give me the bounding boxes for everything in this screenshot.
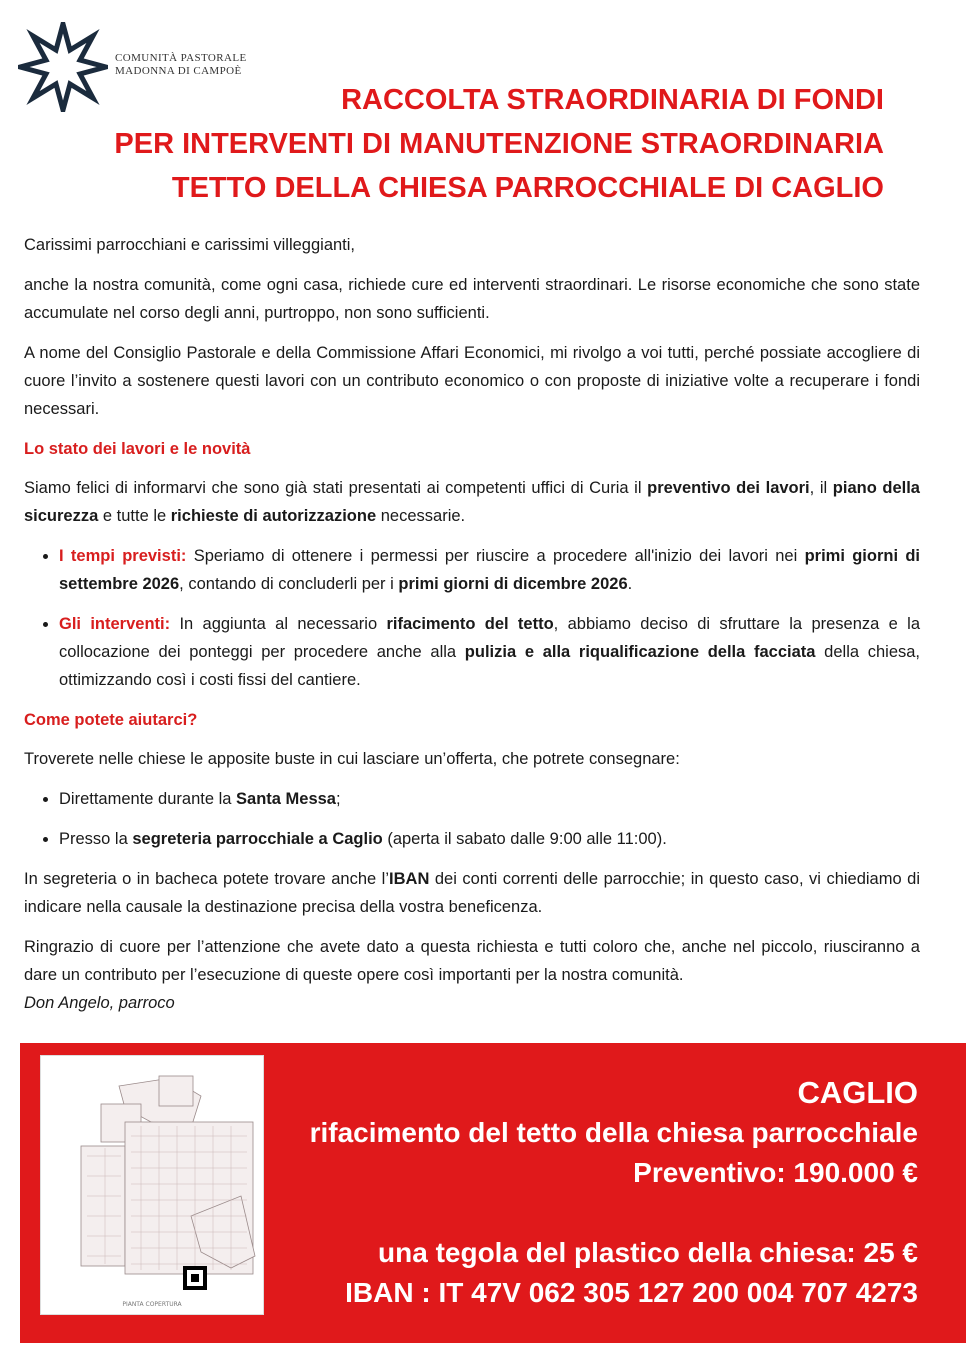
- text: Presso la: [59, 830, 133, 848]
- banner-place: CAGLIO: [797, 1075, 918, 1110]
- bold-text: segreteria parrocchiale a Caglio: [132, 830, 383, 848]
- bold-text: richieste di autorizzazione: [170, 507, 377, 525]
- bold-text: piano della sicurezza: [24, 479, 920, 525]
- list-item-office: [59, 825, 920, 853]
- bold-text: IBAN: [389, 870, 430, 888]
- paragraph-iban: [24, 865, 920, 921]
- banner-text: [310, 1073, 918, 1313]
- paragraph-status: [24, 474, 920, 530]
- banner-quote: Preventivo: 190.000 €: [633, 1157, 918, 1188]
- bold-text: primi giorni di settembre 2026: [59, 547, 921, 593]
- banner-iban: IBAN : IT 47V 062 305 127 200 004 707 4273: [345, 1277, 918, 1308]
- title-line-1: RACCOLTA STRAORDINARIA DI FONDI: [341, 84, 884, 116]
- logo-line-1: COMUNITÀ PASTORALE: [115, 52, 247, 64]
- text: In aggiunta al necessario: [170, 615, 387, 633]
- list-item-interventions: [59, 610, 920, 694]
- bold-text: pulizia e alla riqualificazione della facciata: [464, 643, 816, 661]
- bold-text: preventivo dei lavori: [647, 479, 810, 497]
- text: dei conti correnti delle parrocchie; in questo caso, vi chiediamo di indicare nella causale la destinazione precisa della vostra beneficenza.: [24, 870, 920, 916]
- paragraph-envelopes: Troverete nelle chiese le apposite buste in cui lasciare un’offerta, che potrete consegnare:: [24, 750, 680, 768]
- heading-work-status: Lo stato dei lavori e le novità: [24, 440, 251, 458]
- banner-spacer: [310, 1193, 918, 1233]
- timeline-list: [24, 542, 920, 694]
- text: .: [627, 575, 633, 593]
- paragraph-thanks: [24, 933, 920, 1017]
- delivery-list: [24, 785, 920, 853]
- list-item-timeline: [59, 542, 920, 598]
- text: In segreteria o in bacheca potete trovare anche l’: [24, 870, 390, 888]
- bold-text: Santa Messa: [236, 790, 336, 808]
- list-item-mass: [59, 785, 920, 813]
- heading-how-to-help: Come potete aiutarci?: [24, 711, 198, 729]
- roof-plan-image: [40, 1055, 264, 1315]
- roof-plan-drawing: [41, 1056, 263, 1314]
- banner-tile-offer: una tegola del plastico della chiesa: 25 €: [378, 1237, 918, 1268]
- bold-text: primi giorni di dicembre 2026: [398, 575, 628, 593]
- bullet-label: Gli interventi:: [59, 615, 171, 633]
- text: , abbiamo deciso di sfruttare la presenza e la collocazione dei ponteggi per procedere anche alla: [59, 615, 920, 661]
- text: della chiesa, ottimizzando così i costi fissi del cantiere.: [59, 643, 921, 689]
- paragraph-resources: anche la nostra comunità, come ogni casa, richiede cure ed interventi straordinari. Le risorse economiche che sono state accumulate nel corso degli anni, purtroppo, non sono sufficienti.: [24, 276, 920, 322]
- signature: Don Angelo, parroco: [24, 994, 175, 1012]
- text: Speriamo di ottenere i permessi per riuscire a procedere all'inizio dei lavori nei: [186, 547, 805, 565]
- text: ;: [335, 790, 341, 808]
- letter-body: [24, 231, 920, 1029]
- text: (aperta il sabato dalle 9:00 alle 11:00).: [382, 830, 667, 848]
- text: Direttamente durante la: [59, 790, 237, 808]
- text: , il: [809, 479, 833, 497]
- greeting: Carissimi parrocchiani e carissimi villeggianti,: [24, 236, 356, 254]
- title-line-2: PER INTERVENTI DI MANUTENZIONE STRAORDINARIA: [114, 128, 884, 160]
- paragraph-appeal: A nome del Consiglio Pastorale e della Commissione Affari Economici, mi rivolgo a voi tutti, perché possiate accogliere di cuore l’invito a sostenere questi lavori con un contributo economico o con proposte di iniziative volte a recuperare i fondi necessari.: [24, 344, 920, 418]
- plan-caption: PIANTA COPERTURA: [122, 1301, 182, 1308]
- text: necessarie.: [376, 507, 466, 525]
- text: e tutte le: [98, 507, 171, 525]
- title-line-3: TETTO DELLA CHIESA PARROCCHIALE DI CAGLIO: [171, 172, 884, 204]
- text: Siamo felici di informarvi che sono già stati presentati ai competenti uffici di Curia il: [24, 479, 648, 497]
- eight-point-star-icon: [18, 22, 108, 112]
- text: , contando di concluderli per i: [179, 575, 399, 593]
- banner-subtitle: rifacimento del tetto della chiesa parrocchiale: [309, 1117, 918, 1148]
- logo-text: [115, 52, 247, 78]
- text: Ringrazio di cuore per l’attenzione che avete dato a questa richiesta e tutti coloro che, anche nel piccolo, riusciranno a dare un contributo per l’esecuzione di queste opere così importanti per la nostra comunità.: [24, 938, 920, 984]
- bold-text: rifacimento del tetto: [386, 615, 554, 633]
- bullet-label: I tempi previsti:: [59, 547, 187, 565]
- logo-line-2: MADONNA DI CAMPOÈ: [115, 65, 242, 77]
- page-title: [114, 78, 884, 210]
